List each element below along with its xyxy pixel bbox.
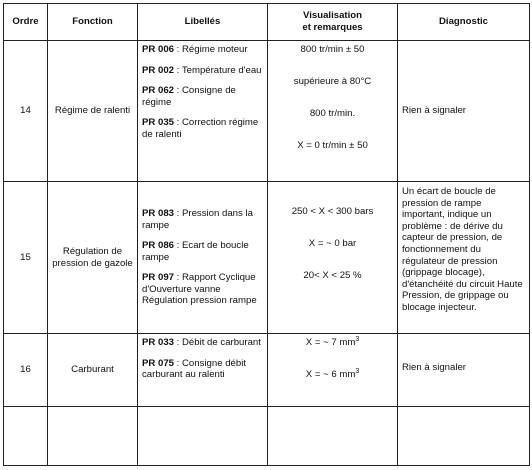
value-slot: [270, 270, 395, 282]
header-visualisation-line2: et remarques: [302, 22, 363, 33]
ordre-cell: 14: [4, 41, 48, 182]
param-code: PR 086: [142, 240, 174, 252]
value-slot: [270, 44, 395, 76]
fonction-cell: Carburant: [48, 334, 138, 407]
table-row: [4, 334, 530, 407]
header-fonction: Fonction: [48, 4, 138, 41]
value-slot: [270, 206, 395, 238]
param-code: PR 035: [142, 117, 174, 129]
param-label: : Pression dans la rampe: [142, 207, 253, 231]
table-row: [4, 407, 530, 466]
libelles-cell: [138, 334, 268, 407]
fonction-cell: Régime de ralenti: [48, 41, 138, 182]
param-value: 800 tr/min ± 50: [300, 44, 365, 55]
param-value: X = ~ 6 mm: [305, 369, 356, 380]
diagnostic-cell: Rien à signaler: [398, 41, 530, 182]
fonction-cell: Régulation de pression de gazole: [48, 182, 138, 334]
param-code: PR 033: [142, 337, 174, 348]
param-value: X = ~ 7 mm: [305, 337, 356, 348]
diagnostic-cell: [398, 407, 530, 466]
libelle-item: [142, 44, 263, 56]
header-ordre: Ordre: [4, 4, 48, 41]
header-diagnostic: Diagnostic: [398, 4, 530, 41]
value-slot: [270, 108, 395, 140]
param-value: 250 < X < 300 bars: [291, 206, 374, 217]
param-label: : Régime moteur: [174, 44, 248, 55]
table-row: [4, 182, 530, 334]
ordre-cell: 15: [4, 182, 48, 334]
param-code: PR 002: [142, 64, 174, 76]
param-unit-exponent: 3: [355, 367, 360, 375]
value-slot: [270, 337, 395, 369]
libelle-item: [142, 358, 263, 381]
libelle-item: [142, 240, 263, 263]
param-unit-exponent: 3: [355, 335, 360, 343]
diagnostic-cell: Rien à signaler: [398, 334, 530, 407]
param-label: : Correction régime de ralenti: [142, 117, 259, 140]
header-visualisation: [268, 4, 398, 41]
table-row: [4, 41, 530, 182]
ordre-cell: [4, 407, 48, 466]
visualisation-cell: [268, 334, 398, 407]
libelle-item: [142, 272, 263, 307]
header-visualisation-line1: Visualisation: [302, 10, 362, 22]
param-label: : Consigne débit carburant au ralenti: [142, 357, 246, 381]
param-code: PR 006: [142, 44, 174, 55]
param-code: PR 062: [142, 85, 174, 97]
value-slot: [270, 238, 395, 270]
libelles-cell: [138, 407, 268, 466]
libelle-item: [142, 85, 263, 108]
visualisation-cell: [268, 407, 398, 466]
libelles-cell: [138, 182, 268, 334]
param-label: : Température d'eau: [174, 64, 262, 76]
header-row: [4, 4, 530, 41]
param-label: : Ecart de boucle rampe: [142, 240, 249, 263]
param-value: X = 0 tr/min ± 50: [297, 140, 368, 151]
diagnostic-cell: Un écart de boucle de pression de rampe important, indique un problème : de dérive du capteur de pression, de fonctionnement du régulateur de pression (grippage blocage), d'étanchéité du circuit Haute Pression, de grippage ou blocage injecteur.: [398, 182, 530, 334]
diagnostic-table: [3, 3, 530, 466]
value-slot: [270, 369, 395, 381]
libelle-item: [142, 208, 263, 231]
param-code: PR 097: [142, 272, 174, 284]
ordre-cell: 16: [4, 334, 48, 407]
param-label: : Consigne de régime: [142, 85, 236, 108]
param-label: : Débit de carburant: [174, 337, 261, 348]
libelle-item: [142, 117, 263, 140]
libelles-cell: [138, 41, 268, 182]
param-label: : Rapport Cyclique d'Ouverture vanne Régulation pression rampe: [142, 272, 257, 307]
libelle-item: [142, 337, 263, 349]
param-code: PR 083: [142, 207, 174, 219]
param-value: 20< X < 25 %: [303, 270, 362, 281]
param-value: 800 tr/min.: [309, 108, 356, 119]
param-code: PR 075: [142, 357, 174, 369]
libelle-item: [142, 65, 263, 77]
value-slot: [270, 140, 395, 152]
visualisation-cell: [268, 41, 398, 182]
value-slot: [270, 76, 395, 108]
header-libelles: Libellés: [138, 4, 268, 41]
param-value: X = ~ 0 bar: [308, 238, 357, 249]
visualisation-cell: [268, 182, 398, 334]
param-value: supérieure à 80°C: [293, 76, 372, 87]
fonction-cell: [48, 407, 138, 466]
